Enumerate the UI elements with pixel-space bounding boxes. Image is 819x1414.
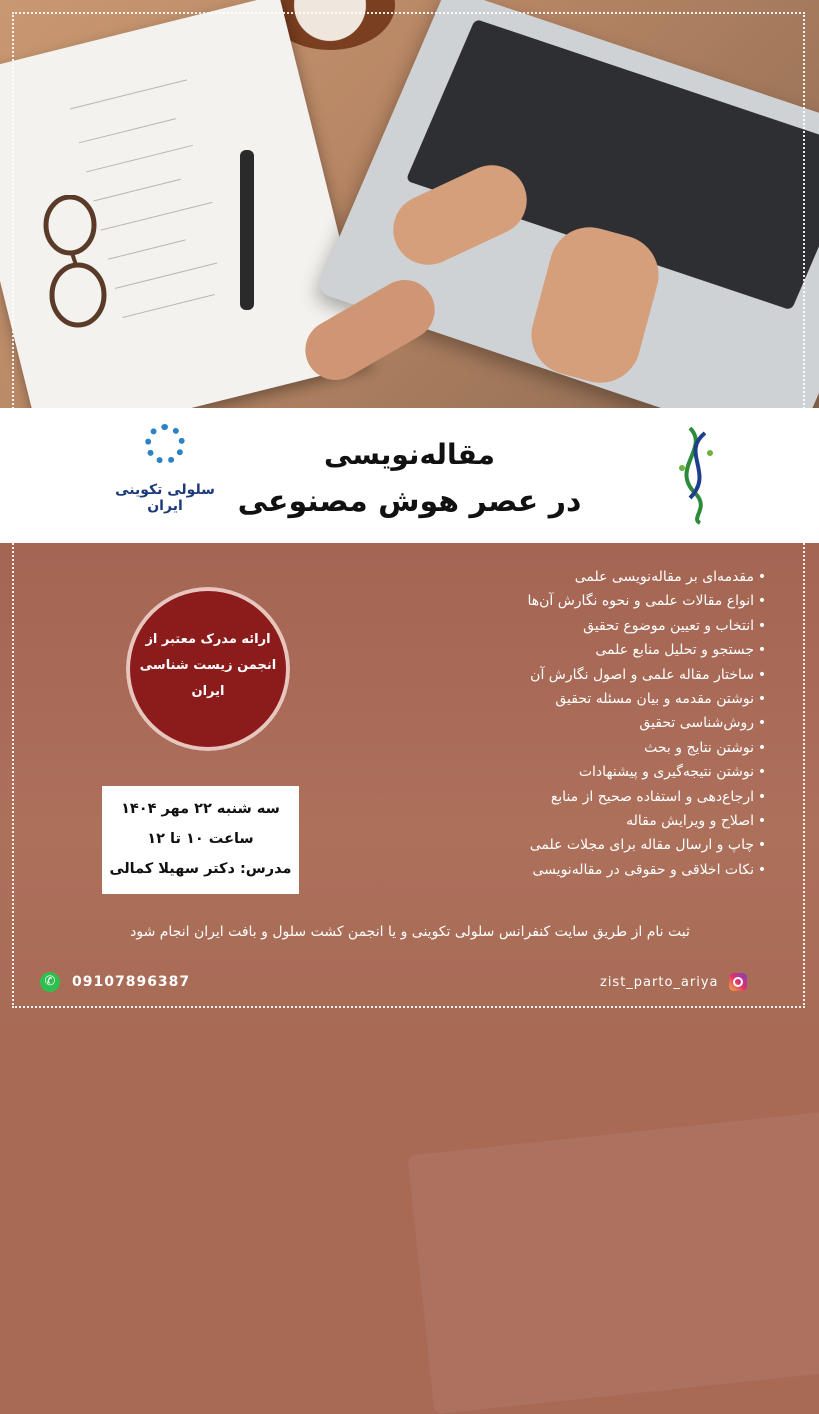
pen-image	[240, 150, 254, 310]
phone-number[interactable]: 09107896387	[72, 974, 191, 990]
list-item: •مقدمه‌ای بر مقاله‌نویسی علمی	[574, 569, 767, 585]
phone-contact[interactable]	[40, 971, 190, 993]
list-item: •اصلاح و ویرایش مقاله	[626, 812, 767, 829]
glasses-image	[42, 195, 112, 330]
page-title-line1: مقاله‌نویسی	[324, 438, 495, 471]
list-item: •ارجاع‌دهی و استفاده صحیح از منابع	[550, 788, 767, 805]
instagram-contact[interactable]	[600, 971, 747, 993]
registration-note: ثبت نام از طریق سایت کنفرانس سلولی تکوینی و یا انجمن کشت سلول و بافت ایران انجام شود	[130, 924, 690, 940]
list-item: •نوشتن نتایج و بحث	[644, 739, 767, 756]
list-item: •چاپ و ارسال مقاله برای مجلات علمی	[529, 837, 767, 854]
page-title-line2: در عصر هوش مصنوعی	[237, 484, 582, 519]
list-item: •انتخاب و تعیین موضوع تحقیق	[583, 617, 767, 634]
whatsapp-icon: ✆	[40, 972, 60, 992]
list-item: •نوشتن مقدمه و بیان مسئله تحقیق	[555, 690, 767, 707]
instructor-name: مدرس: دکتر سهیلا کمالی	[109, 861, 292, 877]
badge-line1: ارائه مدرک معتبر از	[145, 632, 271, 647]
zist-parto-logo	[660, 418, 730, 533]
list-item: •انواع مقالات علمی و نحوه نگارش آن‌ها	[527, 593, 767, 610]
list-item: •نکات اخلاقی و حقوقی در مقاله‌نویسی	[532, 861, 767, 878]
list-item: •روش‌شناسی تحقیق	[639, 715, 767, 732]
schedule-box	[102, 786, 299, 894]
instagram-icon	[729, 973, 747, 991]
hero-photo	[0, 0, 819, 408]
instagram-handle[interactable]: zist_parto_ariya	[600, 974, 719, 990]
list-item: •جستجو و تحلیل منابع علمی	[595, 642, 767, 659]
certificate-badge	[126, 587, 290, 751]
event-date: سه شنبه ۲۲ مهر ۱۴۰۴	[121, 801, 280, 817]
topic-list	[440, 565, 770, 882]
list-item: •نوشتن نتیجه‌گیری و پیشنهادات	[578, 764, 767, 781]
list-item: •ساختار مقاله علمی و اصول نگارش آن	[530, 666, 767, 683]
event-time: ساعت ۱۰ تا ۱۲	[147, 831, 254, 847]
badge-line2: انجمن زیست شناسی ایران	[139, 658, 277, 699]
title-banner	[0, 408, 819, 543]
conference-logo-label: سلولی تکوینی ایران	[115, 482, 215, 514]
